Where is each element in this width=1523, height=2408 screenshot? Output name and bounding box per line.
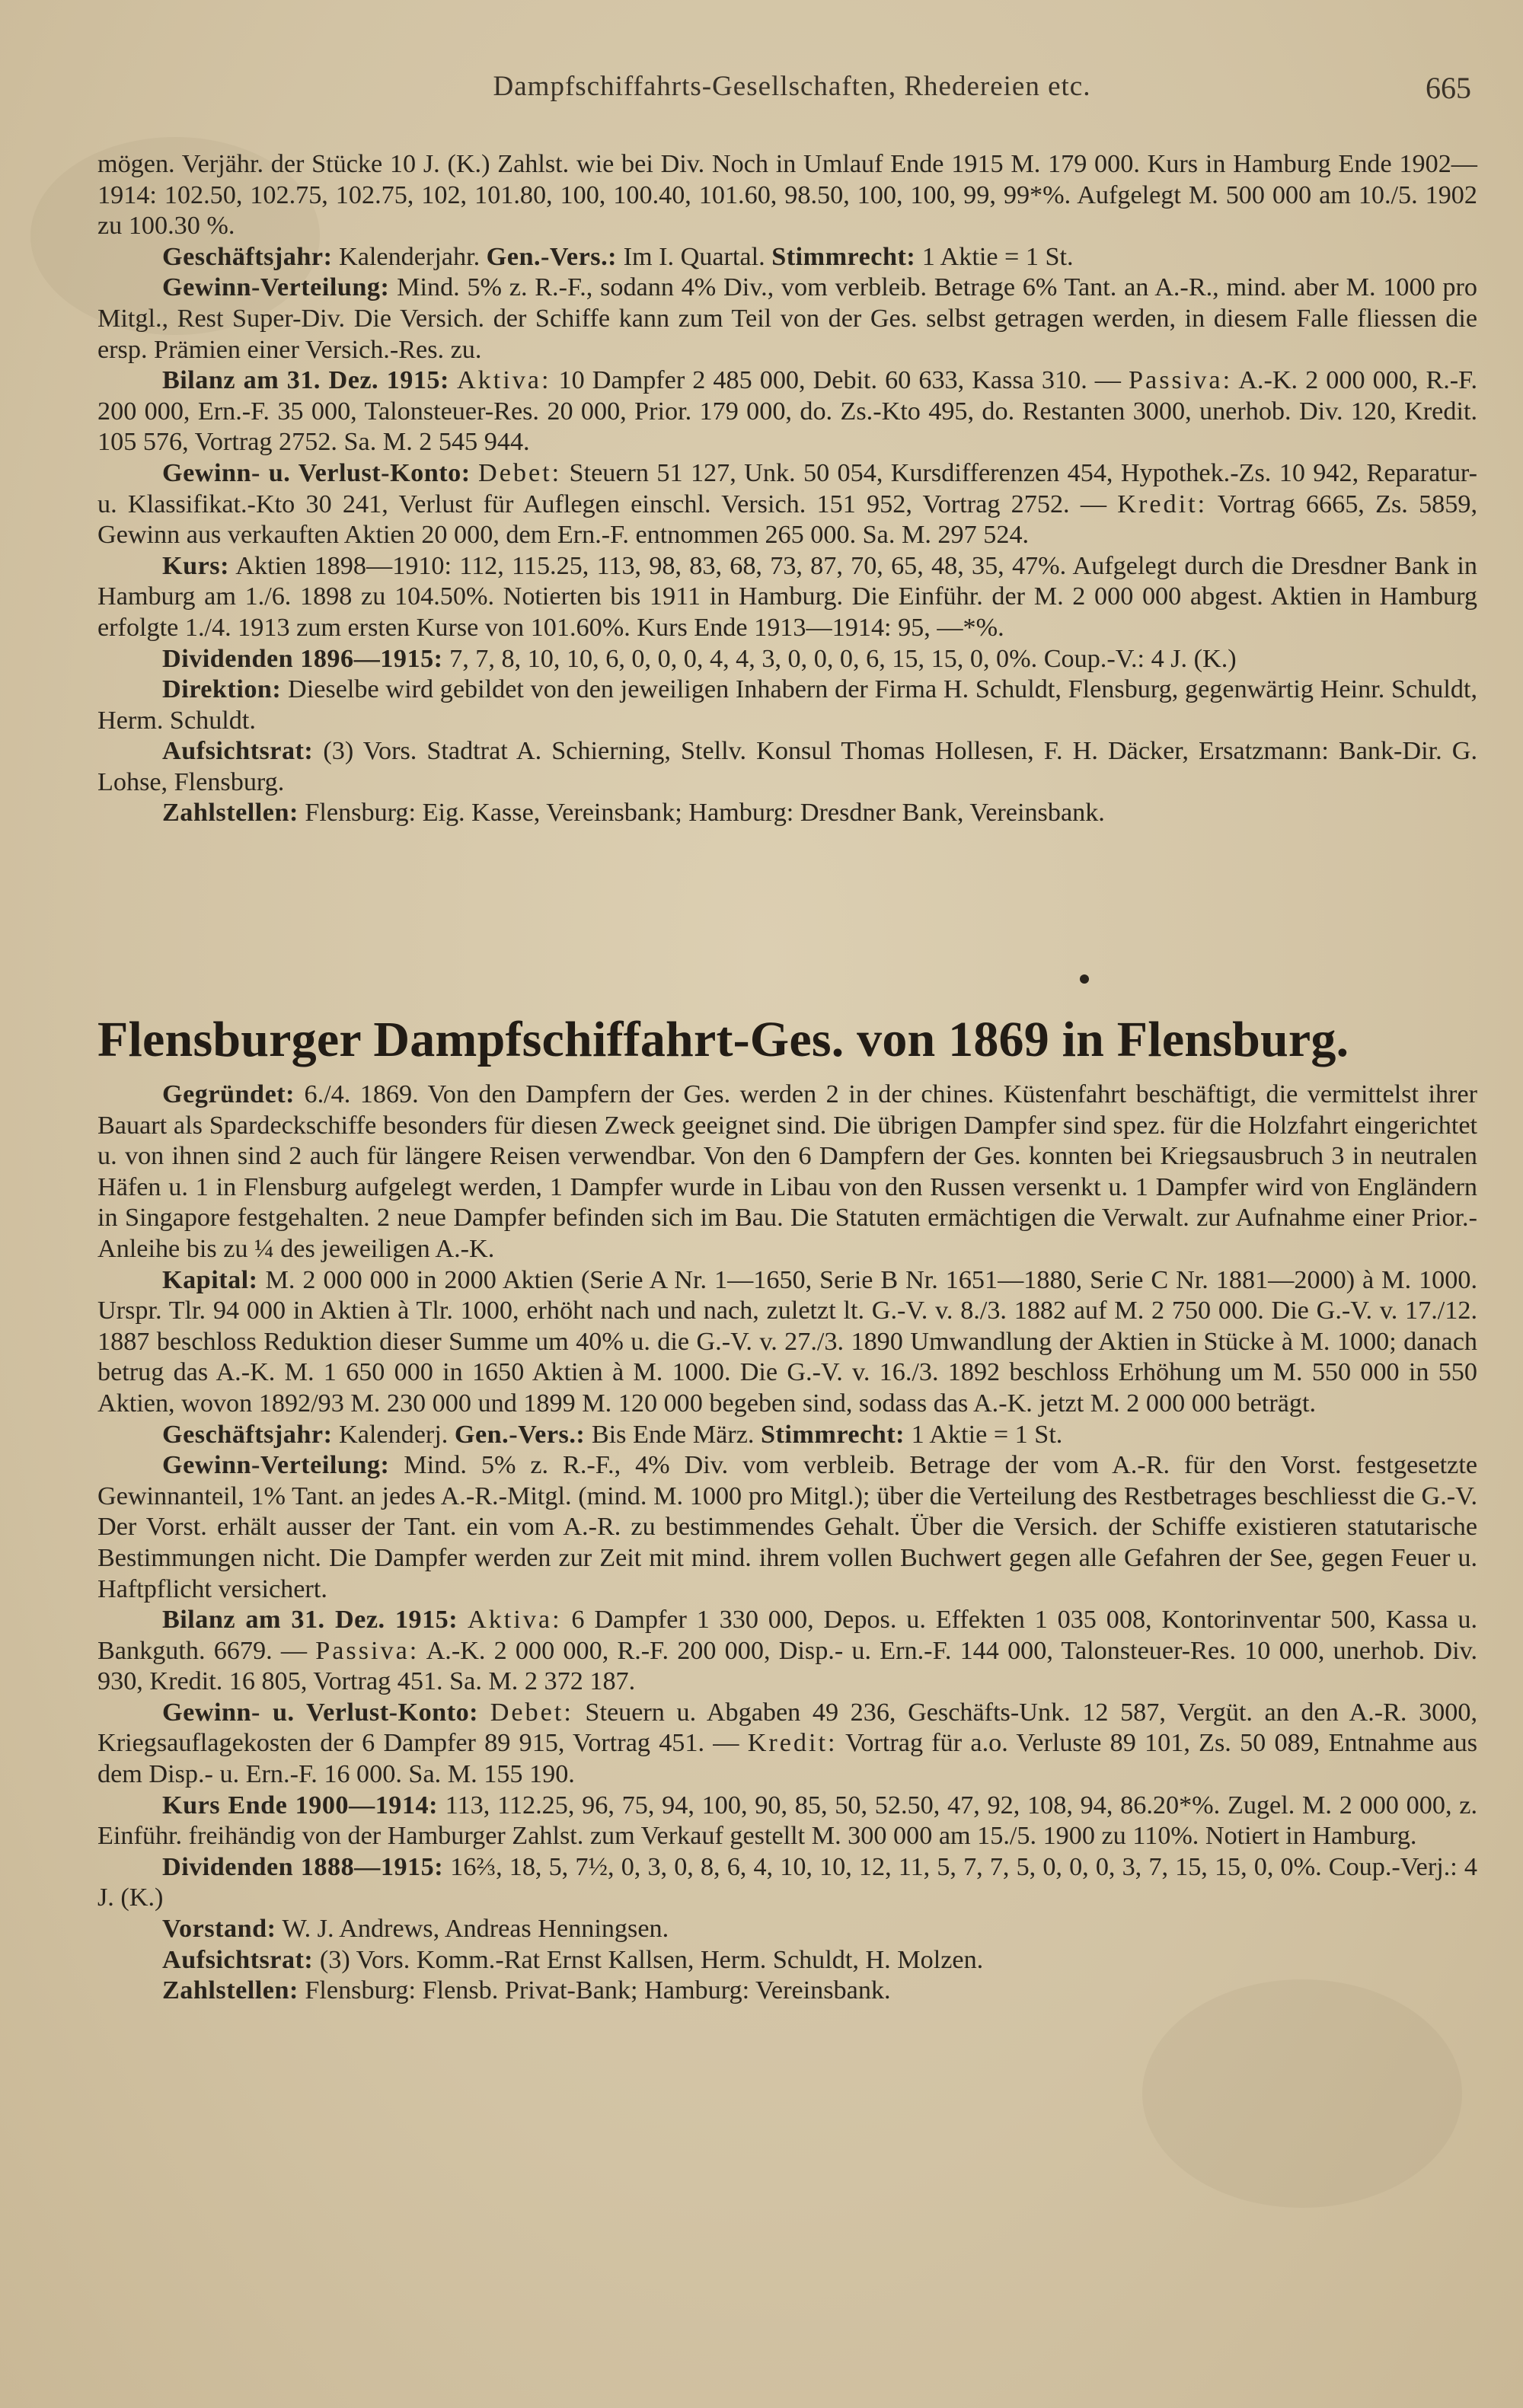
paying-agents-paragraph xyxy=(97,798,1477,829)
paying-agents-label: Zahlstellen: xyxy=(162,799,299,828)
page-header xyxy=(0,70,1523,116)
voting-right-text: 1 Aktie = 1 St. xyxy=(905,1420,1063,1449)
dividends-label: Dividenden 1888—1915: xyxy=(162,1852,444,1881)
balance-sheet-label: Bilanz am 31. Dez. 1915: xyxy=(162,366,449,395)
profit-distribution-text: Mind. 5% z. R.-F., sodann 4% Div., vom verbleib. Betrage 6% Tant. an A.-R., mind. aber M. 1000 pro Mitgl., Rest Super-Div. Die Versich. der Schiffe kann zum Teil von der Ges. selbst getragen werden, in diesem Falle fliessen die ersp. Prämien einer Versich.-Res. zu. xyxy=(97,273,1477,364)
voting-right-label: Stimmrecht: xyxy=(771,242,916,271)
general-meeting-text: Bis Ende März. xyxy=(585,1420,761,1449)
board-label: Vorstand: xyxy=(162,1915,276,1944)
balance-sheet-paragraph xyxy=(97,365,1477,458)
voting-right-text: 1 Aktie = 1 St. xyxy=(915,242,1074,271)
running-title: Dampfschiffahrts-Gesellschaften, Rhedereien etc. xyxy=(493,71,1091,102)
assets-label: Aktiva: xyxy=(468,1606,562,1635)
voting-right-label: Stimmrecht: xyxy=(760,1420,905,1449)
assets-text: 6 Dampfer 1 330 000, Depos. u. Effekten 1 035 008, Kontorinventar 500, Kassa u. Bankguth. 6679. — xyxy=(97,1606,1477,1665)
founded-text: 6./4. 1869. Von den Dampfern der Ges. werden 2 in der chines. Küstenfahrt beschäftigt, die vermittelst ihrer Bauart als Spardeckschiffe besonders für diesen Zweck geeignet sind. Die übrigen Dampfer sind spez. für die Holzfahrt eingerichtet u. von ihnen sind 2 auch für längere Reisen verwendbar. Von den 6 Dampfern der Ges. konnten bei Kriegsausbruch 3 in neutralen Häfen u. 1 in Flensburg aufgelegt werden, 1 Dampfer wurde in Libau von den Russen versenkt u. 1 Dampfer wird von Engländern in Singapore festgehalten. 2 neue Dampfer befinden sich im Bau. Die Statuten ermächtigen die Verwalt. zur Aufnahme einer Prior.-Anleihe bis zu ¼ des jeweiligen A.-K. xyxy=(97,1080,1477,1263)
debit-label: Debet: xyxy=(490,1698,573,1727)
dividends-label: Dividenden 1896—1915: xyxy=(162,644,443,673)
general-meeting-label: Gen.-Vers.: xyxy=(454,1420,586,1449)
meta-paragraph xyxy=(97,1420,1477,1451)
supervisory-board-label: Aufsichtsrat: xyxy=(162,1945,314,1974)
price-label: Kurs: xyxy=(162,551,229,580)
founded-paragraph xyxy=(97,1080,1477,1265)
management-label: Direktion: xyxy=(162,675,282,704)
dividends-paragraph xyxy=(97,1852,1477,1914)
price-text: 113, 112.25, 96, 75, 94, 100, 90, 85, 50, 52.50, 47, 92, 108, 94, 86.20*%. Zugel. M. 2 000 000, z. Einführ. freihändig von der Hamburger Zahlst. zum Verkauf gestellt M. 300 000 am 15./5. 1900 zu 110%. Notiert in Hamburg. xyxy=(97,1791,1477,1851)
section-divider-dot xyxy=(1080,974,1089,984)
liabilities-label: Passiva: xyxy=(315,1636,420,1665)
assets-text: 10 Dampfer 2 485 000, Debit. 60 633, Kassa 310. — xyxy=(551,366,1129,395)
company-section xyxy=(97,1080,1477,2007)
fiscal-year-label: Geschäftsjahr: xyxy=(162,242,333,271)
price-text: Aktien 1898—1910: 112, 115.25, 113, 98, 83, 68, 73, 87, 70, 65, 48, 35, 47%. Aufgelegt durch die Dresdner Bank in Hamburg am 1./6. 1898 zu 104.50%. Notierten bis 1911 in Hamburg. Die Einführ. der M. 2 000 000 abgest. Aktien in Hamburg erfolgte 1./4. 1913 zum ersten Kurse von 101.60%. Kurs Ende 1913—1914: 95, —*%. xyxy=(97,551,1477,642)
credit-label: Kredit: xyxy=(1117,490,1208,518)
paper-stain xyxy=(1142,1979,1462,2208)
paying-agents-paragraph xyxy=(97,1976,1477,2007)
fiscal-year-text: Kalenderj. xyxy=(332,1420,455,1449)
capital-label: Kapital: xyxy=(162,1265,258,1294)
profit-distribution-label: Gewinn-Verteilung: xyxy=(162,273,390,302)
page-number: 665 xyxy=(1426,71,1471,105)
company-heading: Flensburger Dampfschiffahrt-Ges. von 1869 in Flensburg. xyxy=(97,1012,1349,1067)
dividends-text: 16⅔, 18, 5, 7½, 0, 3, 0, 8, 6, 4, 10, 10, 12, 11, 5, 7, 7, 5, 0, 0, 0, 3, 7, 15, 15, 0, 0%. Coup.-Verj.: 4 J. (K.) xyxy=(97,1852,1477,1912)
board-paragraph xyxy=(97,1914,1477,1945)
price-label: Kurs Ende 1900—1914: xyxy=(162,1791,438,1820)
balance-sheet-paragraph xyxy=(97,1605,1477,1698)
price-paragraph xyxy=(97,1791,1477,1852)
liabilities-label: Passiva: xyxy=(1129,366,1233,395)
profit-distribution-paragraph xyxy=(97,273,1477,365)
profit-loss-paragraph xyxy=(97,1698,1477,1791)
balance-sheet-label: Bilanz am 31. Dez. 1915: xyxy=(162,1606,458,1635)
credit-text: Vortrag 6665, Zs. 5859, Gewinn aus verkauften Aktien 20 000, dem Ern.-F. entnommen 265 000. Sa. M. 297 524. xyxy=(97,490,1478,550)
dividends-paragraph xyxy=(97,644,1477,675)
profit-distribution-label: Gewinn-Verteilung: xyxy=(162,1451,390,1480)
previous-company-section xyxy=(97,149,1477,829)
paying-agents-label: Zahlstellen: xyxy=(162,1976,299,2005)
continued-paragraph: mögen. Verjähr. der Stücke 10 J. (K.) Zahlst. wie bei Div. Noch in Umlauf Ende 1915 M. 179 000. Kurs in Hamburg Ende 1902—1914: 102.50, 102.75, 102.75, 102, 101.80, 100, 100.40, 101.60, 98.50, 100, 100, 99, 99*%. Aufgelegt M. 500 000 am 10./5. 1902 zu 100.30 %. xyxy=(97,150,1477,241)
meta-paragraph xyxy=(97,242,1477,273)
debit-text: Steuern 51 127, Unk. 50 054, Kursdifferenzen 454, Hypothek.-Zs. 10 942, Reparatur- u. Klassifikat.-Kto 30 241, Verlust für Auflegen einschl. Versich. 151 952, Vortrag 2752. — xyxy=(97,458,1478,518)
liabilities-text: A.-K. 2 000 000, R.-F. 200 000, Disp.- u. Ern.-F. 144 000, Talonsteuer-Res. 10 000, unerhob. Div. 930, Kredit. 16 805, Vortrag 451. Sa. M. 2 372 187. xyxy=(97,1636,1477,1696)
board-text: W. J. Andrews, Andreas Henningsen. xyxy=(276,1915,669,1944)
profit-loss-label: Gewinn- u. Verlust-Konto: xyxy=(162,458,471,487)
management-paragraph xyxy=(97,675,1477,736)
general-meeting-text: Im I. Quartal. xyxy=(617,242,772,271)
management-text: Dieselbe wird gebildet von den jeweiligen Inhabern der Firma H. Schuldt, Flensburg, gegenwärtig Heinr. Schuldt, Herm. Schuldt. xyxy=(97,675,1477,735)
dividends-text: 7, 7, 8, 10, 10, 6, 0, 0, 0, 4, 4, 3, 0, 0, 0, 6, 15, 15, 0, 0%. Coup.-V.: 4 J. (K.) xyxy=(442,644,1237,673)
price-paragraph xyxy=(97,551,1477,644)
profit-distribution-text: Mind. 5% z. R.-F., 4% Div. vom verbleib. Betrage der vom A.-R. für den Vorst. festgesetzte Gewinnanteil, 1% Tant. an jedes A.-R.-Mitgl. (mind. M. 1000 pro Mitgl.); über die Verteilung des Restbetrages beschliesst die G.-V. Der Vorst. erhält ausser der Tant. ein vom A.-R. zu bestimmendes Gehalt. Über die Versich. der Schiffe existieren statutarische Bestimmungen nicht. Die Dampfer werden zur Zeit mit mind. ihrem vollen Buchwert gegen alle Gefahren der See, gegen Feuer u. Haftpflicht versichert. xyxy=(97,1451,1477,1603)
supervisory-board-text: (3) Vors. Komm.-Rat Ernst Kallsen, Herm. Schuldt, H. Molzen. xyxy=(313,1945,984,1974)
paying-agents-text: Flensburg: Flensb. Privat-Bank; Hamburg: Vereinsbank. xyxy=(298,1976,891,2005)
founded-label: Gegründet: xyxy=(162,1080,295,1108)
debit-text: Steuern u. Abgaben 49 236, Geschäfts-Unk. 12 587, Vergüt. an den A.-R. 3000, Kriegsauflagekosten der 6 Dampfer 89 915, Vortrag 451. — xyxy=(97,1698,1478,1758)
general-meeting-label: Gen.-Vers.: xyxy=(486,242,618,271)
supervisory-board-paragraph xyxy=(97,736,1477,798)
profit-distribution-paragraph xyxy=(97,1450,1477,1605)
supervisory-board-label: Aufsichtsrat: xyxy=(162,737,314,766)
fiscal-year-label: Geschäftsjahr: xyxy=(162,1420,333,1449)
supervisory-board-paragraph xyxy=(97,1945,1477,1976)
debit-label: Debet: xyxy=(478,458,562,487)
liabilities-text: A.-K. 2 000 000, R.-F. 200 000, Ern.-F. 35 000, Talonsteuer-Res. 20 000, Prior. 179 000, do. Zs.-Kto 495, do. Restanten 3000, unerhob. Div. 120, Kredit. 105 576, Vortrag 2752. Sa. M. 2 545 944. xyxy=(97,366,1478,457)
credit-label: Kredit: xyxy=(747,1729,838,1758)
paying-agents-text: Flensburg: Eig. Kasse, Vereinsbank; Hamburg: Dresdner Bank, Vereinsbank. xyxy=(298,799,1105,828)
credit-text: Vortrag für a.o. Verluste 89 101, Zs. 50 089, Entnahme aus dem Disp.- u. Ern.-F. 16 000. Sa. M. 155 190. xyxy=(97,1729,1477,1789)
supervisory-board-text: (3) Vors. Stadtrat A. Schierning, Stellv. Konsul Thomas Hollesen, F. H. Däcker, Ersatzmann: Bank-Dir. G. Lohse, Flensburg. xyxy=(97,737,1477,796)
capital-text: M. 2 000 000 in 2000 Aktien (Serie A Nr. 1—1650, Serie B Nr. 1651—1880, Serie C Nr. 1881—2000) à M. 1000. Urspr. Tlr. 94 000 in Aktien à Tlr. 1000, erhöht nach und nach, zuletzt lt. G.-V. v. 8./3. 1882 auf M. 2 750 000. Die G.-V. v. 17./12. 1887 beschloss Reduktion dieser Summe um 40% u. die G.-V. v. 27./3. 1890 Umwandlung der Aktien in Stücke à M. 1000; danach betrug das A.-K. M. 1 650 000 in 1650 Aktien à M. 1000. Die G.-V. v. 16./3. 1892 beschloss Erhöhung um M. 550 000 in 550 Aktien, wovon 1892/93 M. 230 000 und 1899 M. 120 000 begeben sind, sodass das A.-K. jetzt M. 2 000 000 beträgt. xyxy=(97,1265,1477,1418)
profit-loss-label: Gewinn- u. Verlust-Konto: xyxy=(162,1698,479,1727)
profit-loss-paragraph xyxy=(97,458,1477,551)
fiscal-year-text: Kalenderjahr. xyxy=(332,242,487,271)
assets-label: Aktiva: xyxy=(456,366,551,395)
capital-paragraph xyxy=(97,1265,1477,1420)
